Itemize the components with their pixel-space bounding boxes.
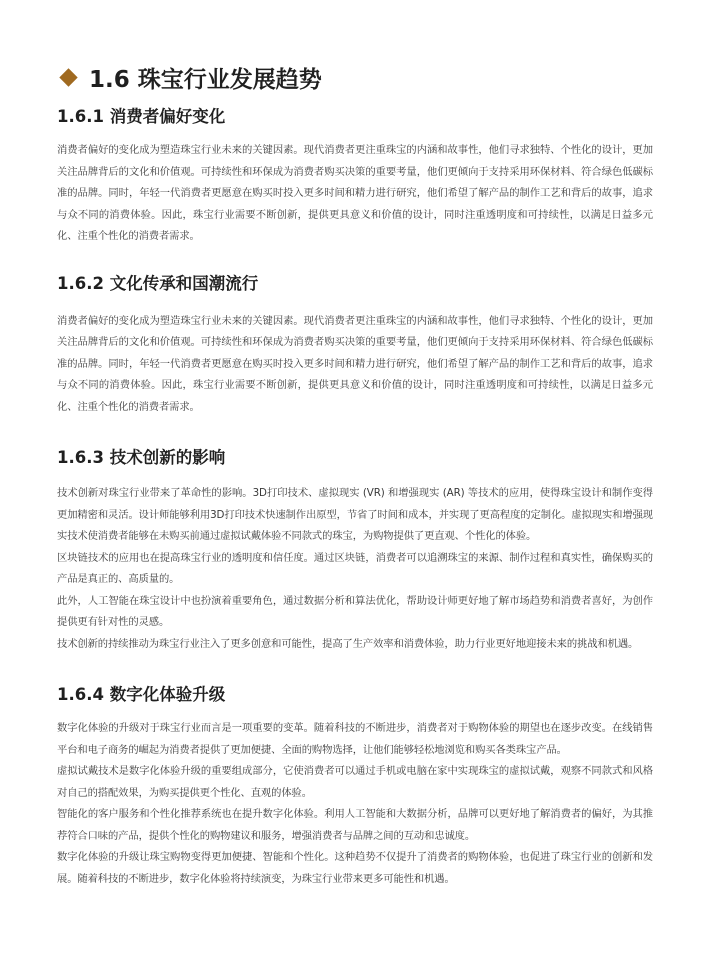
paragraph: 数字化体验的升级让珠宝购物变得更加便捷、智能和个性化。这种趋势不仅提升了消费者的购物体验，也促进了珠宝行业的创新和发展。随着科技的不断进步，数字化体验将持续演变，为珠宝行业带来更多可能性和机遇。 [57,851,653,885]
section-tech-innovation [57,445,653,655]
section-heading: 1.6.3 技术创新的影响 [57,448,226,467]
section-heading: 1.6.1 消费者偏好变化 [57,107,226,126]
paragraph: 技术创新的持续推动为珠宝行业注入了更多创意和可能性，提高了生产效率和消费体验，助力行业更好地迎接未来的挑战和机遇。 [57,637,639,650]
section-culture-trend [57,271,653,419]
paragraph: 此外，人工智能在珠宝设计中也扮演着重要角色，通过数据分析和算法优化，帮助设计师更好地了解市场趋势和消费者喜好，为创作提供更有针对性的灵感。 [57,594,653,628]
document-page [57,60,653,890]
paragraph: 消费者偏好的变化成为塑造珠宝行业未来的关键因素。现代消费者更注重珠宝的内涵和故事性，他们寻求独特、个性化的设计，更加关注品牌背后的文化和价值观。可持续性和环保成为消费者购买决策的重要考量，他们更倾向于支持采用环保材料、符合绿色低碳标准的品牌。同时，年轻一代消费者更愿意在购买时投入更多时间和精力进行研究，他们希望了解产品的制作工艺和背后的故事，追求与众不同的消费体验。因此，珠宝行业需要不断创新，提供更具意义和价值的设计，同时注重透明度和可持续性，以满足日益多元化、注重个性化的消费者需求。 [57,144,653,242]
paragraph: 数字化体验的升级对于珠宝行业而言是一项重要的变革。随着科技的不断进步，消费者对于购物体验的期望也在逐步改变。在线销售平台和电子商务的崛起为消费者提供了更加便捷、全面的购物选择，让他们能够轻松地浏览和购买各类珠宝产品。 [57,722,653,756]
page-title [57,60,653,94]
section-digital-experience [57,682,653,890]
section-consumer-preference [57,104,653,248]
section-heading: 1.6.4 数字化体验升级 [57,685,226,704]
paragraph: 技术创新对珠宝行业带来了革命性的影响。3D打印技术、虚拟现实 (VR) 和增强现实 (AR) 等技术的应用，使得珠宝设计和制作变得更加精密和灵活。设计师能够利用3D打印技术快速制作出原型，节省了时间和成本，并实现了更高程度的定制化。虚拟现实和增强现实技术使消费者能够在未购买前通过虚拟试戴体验不同款式的珠宝，为购物提供了更直观、个性化的体验。 [57,487,653,542]
diamond-bullet-icon [59,68,77,86]
paragraph: 虚拟试戴技术是数字化体验升级的重要组成部分，它使消费者可以通过手机或电脑在家中实现珠宝的虚拟试戴，观察不同款式和风格对自己的搭配效果，为购买提供更个性化、直观的体验。 [57,765,653,799]
paragraph: 区块链技术的应用也在提高珠宝行业的透明度和信任度。通过区块链，消费者可以追溯珠宝的来源、制作过程和真实性，确保购买的产品是真正的、高质量的。 [57,551,653,585]
page-title-text: 1.6 珠宝行业发展趋势 [89,66,322,93]
paragraph: 消费者偏好的变化成为塑造珠宝行业未来的关键因素。现代消费者更注重珠宝的内涵和故事性，他们寻求独特、个性化的设计，更加关注品牌背后的文化和价值观。可持续性和环保成为消费者购买决策的重要考量，他们更倾向于支持采用环保材料、符合绿色低碳标准的品牌。同时，年轻一代消费者更愿意在购买时投入更多时间和精力进行研究，他们希望了解产品的制作工艺和背后的故事，追求与众不同的消费体验。因此，珠宝行业需要不断创新，提供更具意义和价值的设计，同时注重透明度和可持续性，以满足日益多元化、注重个性化的消费者需求。 [57,314,653,413]
section-heading: 1.6.2 文化传承和国潮流行 [57,273,259,293]
paragraph: 智能化的客户服务和个性化推荐系统也在提升数字化体验。利用人工智能和大数据分析，品牌可以更好地了解消费者的偏好，为其推荐符合口味的产品，提供个性化的购物建议和服务，增强消费者与品牌之间的互动和忠诚度。 [57,808,653,842]
